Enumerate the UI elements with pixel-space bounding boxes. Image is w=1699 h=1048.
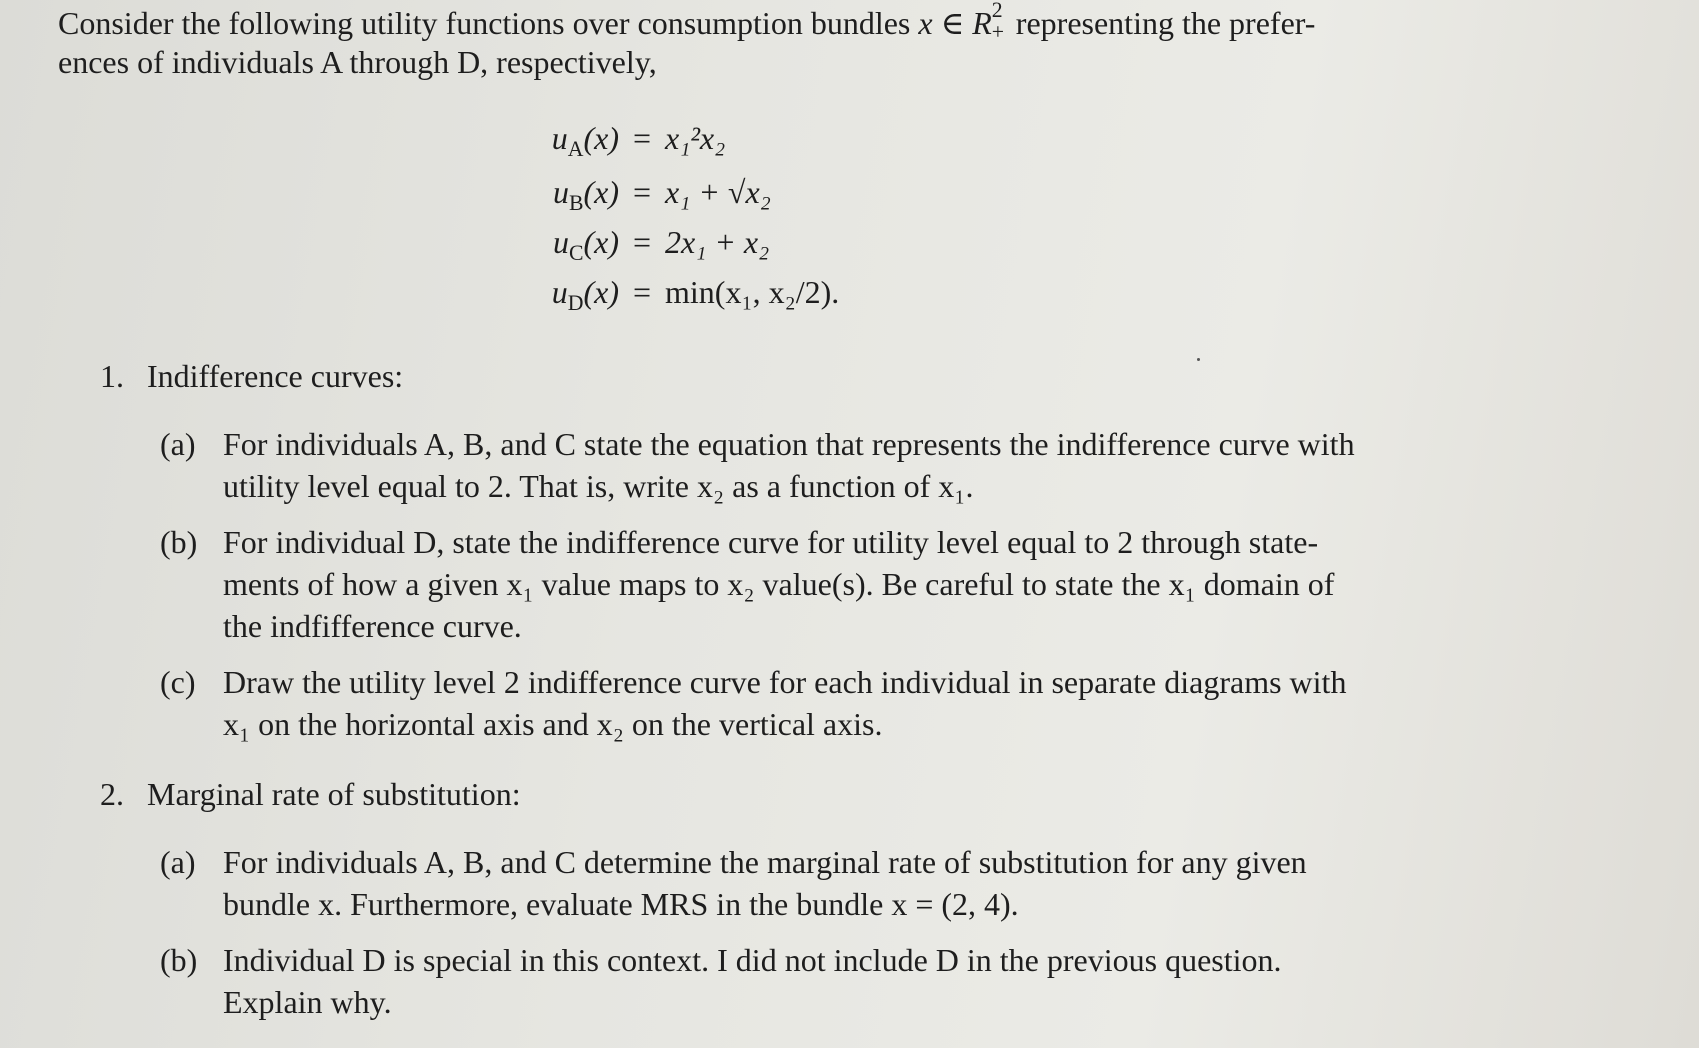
eq-b-u: u [552,174,569,210]
q2b-line-1: Individual D is special in this context. I did not include D in the previous question. [223,942,1282,978]
eq-a-sub: A [567,136,584,161]
intro-var-x: x [918,5,933,41]
eq-b-arg: (x) [583,174,619,210]
eq-b-sub: B [568,190,584,215]
q2a-label: (a) [160,844,196,880]
q1c-label: (c) [160,664,196,700]
q1c-line-1: Draw the utility level 2 indifference curve for each individual in separate diagrams with [223,664,1347,700]
intro-set-sub: + [991,19,1005,44]
q1b-line-1: For individual D, state the indifference curve for utility level equal to 2 through state- [223,524,1319,560]
eq-c-rhs: 2x₁ + x₂ [665,224,770,260]
stray-dot [1197,358,1200,361]
q2a-line-2: bundle x. Furthermore, evaluate MRS in the bundle x = (2, 4). [223,886,1019,922]
eq-c-arg: (x) [583,224,619,260]
eq-a-u: u [551,120,568,156]
q1a-line-1: For individuals A, B, and C state the equation that represents the indifference curve with [223,426,1355,462]
intro-set-scripts [991,0,1008,44]
intro-text-a: Consider the following utility functions over consumption bundles [58,5,911,41]
q1-title: Indifference curves: [147,358,404,394]
intro-text-b: representing the prefer- [1015,5,1316,41]
intro-line-2: ences of individuals A through D, respectively, [58,44,657,80]
equation-c: $u_C(x) = 2x_1 + x_2$ [552,224,770,265]
eq-d-arg: (x) [583,274,619,310]
eq-d-u: u [551,274,568,310]
eq-d-rhs: min(x₁, x₂/2). [665,274,840,310]
intro-line-1 [58,2,1315,43]
intro-set-sup: 2 [991,0,1003,23]
q1a-label: (a) [160,426,196,462]
q2-title: Marginal rate of substitution: [147,776,521,812]
equation-d: $u_D(x) = \min(x_1$, x₂/2). [551,274,840,315]
q2-number: 2. [100,776,124,812]
q2a-line-1: For individuals A, B, and C determine the marginal rate of substitution for any given [223,844,1307,880]
q1b-label: (b) [160,524,198,560]
q1a-line-2: utility level equal to 2. That is, write x₂ as a function of x₁. [223,468,974,504]
intro-in-symbol: ∈ [940,5,965,41]
eq-a-arg: (x) [583,120,619,156]
eq-b-rhs: x₁ + √x₂ [665,174,771,210]
intro-set-r: R [972,5,992,41]
q1-number: 1. [100,358,124,394]
q2b-label: (b) [160,942,198,978]
eq-a-rhs: x₁²x₂ [665,120,726,156]
eq-d-sub: D [567,290,584,315]
equation-b: $u_B(x) = x_1 + √x_2$ [552,174,771,215]
equation-a: $u_A(x) = x_1^2x_2$ [551,120,726,161]
q1b-line-2: ments of how a given x₁ value maps to x₂ value(s). Be careful to state the x₁ domain of [223,566,1335,602]
q1b-line-3: the indfifference curve. [223,608,522,644]
q2b-line-2: Explain why. [223,984,392,1020]
eq-c-u: u [552,224,569,260]
eq-c-sub: C [568,240,584,265]
q1c-line-2: x₁ on the horizontal axis and x₂ on the vertical axis. [223,706,883,742]
